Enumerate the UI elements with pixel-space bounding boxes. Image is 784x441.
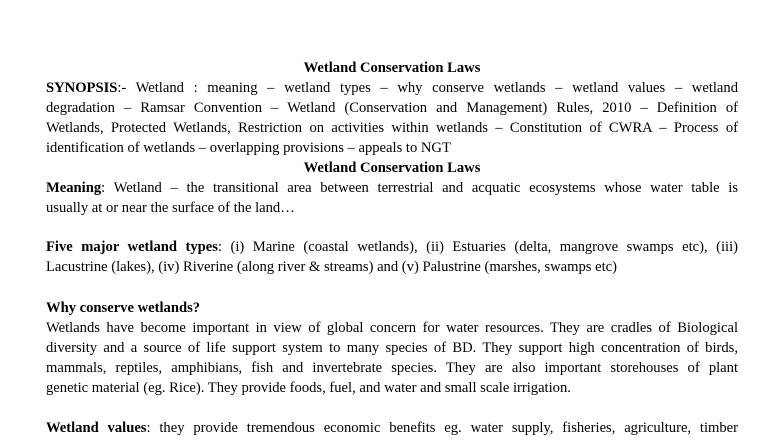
synopsis-line-3: Wetlands, Protected Wetlands, Restriction on activities within wetlands – Constitution of CWRA – Process of [46,120,738,136]
meaning-label: Meaning [46,180,102,196]
types-line-1 [46,237,738,257]
synopsis-label: SYNOPSIS [46,80,118,96]
meaning-text: : Wetland – the transitional area between terrestrial and acquatic ecosystems whose water table is [101,180,738,196]
why-line-2: diversity and a source of life support system to many species of BD. They support high concentration of birds, [46,340,738,356]
types-text: : (i) Marine (coastal wetlands), (ii) Estuaries (delta, mangrove swamps etc), (iii) [217,239,738,255]
why-heading: Why conserve wetlands? [46,300,201,316]
why-line-4: genetic material (eg. Rice). They provide foods, fuel, and water and small scale irrigation. [46,380,571,396]
values-label: Wetland values [46,420,147,436]
document-title: Wetland Conservation Laws [303,60,481,76]
why-line-1: Wetlands have become important in view of global concern for water resources. They are cradles of Biological [46,320,738,336]
values-text: : they provide tremendous economic benefits eg. water supply, fisheries, agriculture, timber [146,420,739,436]
section-title: Wetland Conservation Laws [303,160,481,176]
why-line-3: mammals, reptiles, amphibians, fish and invertebrate species. They are also important storehouses of plant [46,360,738,376]
types-line-2: Lacustrine (lakes), (iv) Riverine (along river & streams) and (v) Palustrine (marshes, swamps etc) [46,259,617,275]
meaning-line-1 [46,178,738,198]
meaning-line-2: usually at or near the surface of the land… [46,200,295,216]
types-label: Five major wetland types [46,239,218,255]
synopsis-line-2: degradation – Ramsar Convention – Wetland (Conservation and Management) Rules, 2010 – Definition of [46,100,738,116]
values-line-1 [46,418,738,438]
synopsis-line-1 [46,78,738,98]
synopsis-text: :- Wetland : meaning – wetland types – why conserve wetlands – wetland values – wetland [117,80,738,96]
synopsis-line-4: identification of wetlands – overlapping provisions – appeals to NGT [46,140,451,156]
